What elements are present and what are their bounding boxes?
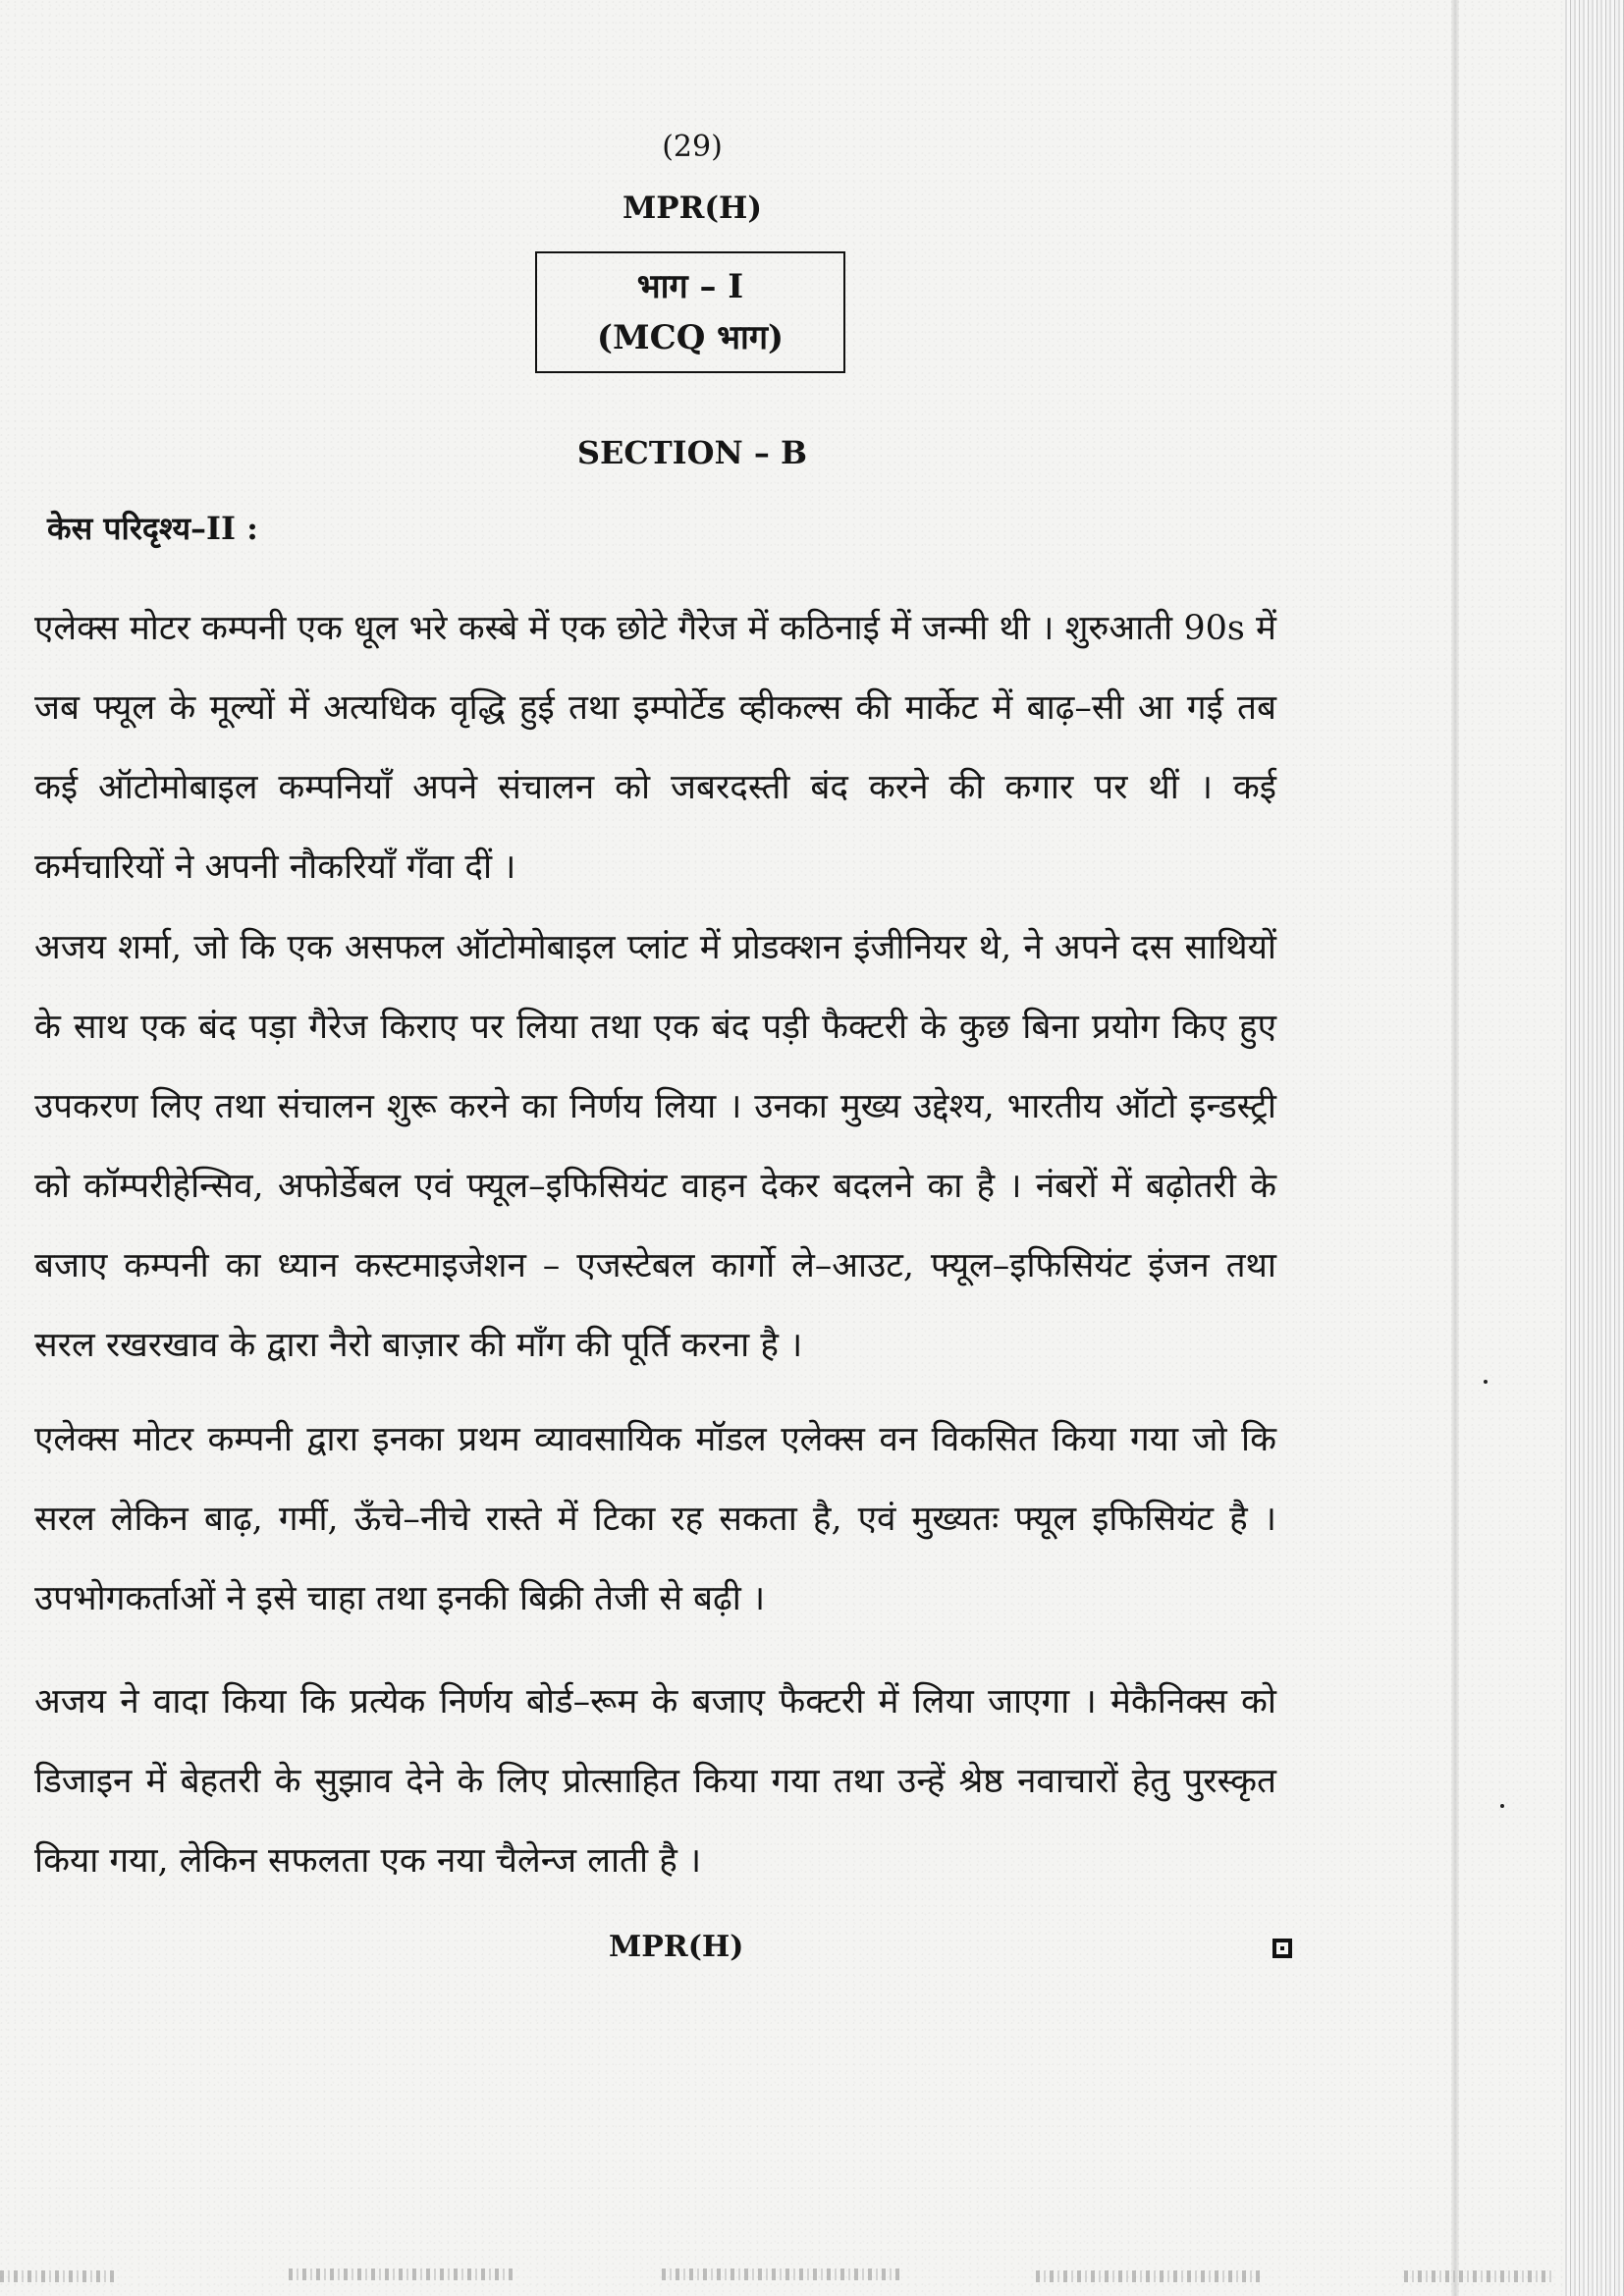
case-paragraph-1: एलेक्स मोटर कम्पनी एक धूल भरे कस्बे में एक छोटे गैरेज में कठिनाई में जन्मी थी । शुरुआती 90s में जब फ्यूल के मूल्यों में अत्यधिक वृद्धि हुई तथा इम्पोर्टेड व्हीकल्स की मार्केट में बाढ़–सी आ गई तब कई ऑटोमोबाइल कम्पनियाँ अपने संचालन को जबरदस्ती बंद करने की कगार पर थीं । कई कर्मचारियों ने अपनी नौकरियाँ गँवा दीं ।	[34, 609, 1276, 887]
paper-code: MPR(H)	[622, 191, 762, 226]
square-end-icon	[1272, 1939, 1292, 1958]
part-heading-box	[535, 251, 845, 373]
page-binding-shadow	[1451, 0, 1459, 2296]
case-paragraph-4: अजय ने वादा किया कि प्रत्येक निर्णय बोर्ड–रूम के बजाए फैक्टरी में लिया जाएगा । मेकैनिक्स को डिजाइन में बेहतरी के सुझाव देने के लिए प्रोत्साहित किया गया तथा उन्हें श्रेष्ठ नवाचारों हेतु पुरस्कृत किया गया, लेकिन सफलता एक नया चैलेन्ज लाती है ।	[34, 1682, 1276, 1881]
scanned-page-edges	[1565, 0, 1624, 2296]
part-label: भाग – I	[636, 267, 744, 306]
bottom-scan-mark	[1404, 2270, 1551, 2282]
case-paragraph-2: अजय शर्मा, जो कि एक असफल ऑटोमोबाइल प्लांट में प्रोडक्शन इंजीनियर थे, ने अपने दस साथियों के साथ एक बंद पड़ा गैरेज किराए पर लिया तथा एक बंद पड़ी फैक्टरी के कुछ बिना प्रयोग किए हुए उपकरण लिए तथा संचालन शुरू करने का निर्णय लिया । उनका मुख्य उद्देश्य, भारतीय ऑटो इन्डस्ट्री को कॉम्परीहेन्सिव, अफोर्डेबल एवं फ्यूल–इफिसियंट वाहन देकर बदलने का है । नंबरों में बढ़ोतरी के बजाए कम्पनी का ध्यान कस्टमाइजेशन – एजस्टेबल कार्गो ले–आउट, फ्यूल–इफिसियंट इंजन तथा सरल रखरखाव के द्वारा नैरो बाज़ार की माँग की पूर्ति करना है ।	[34, 928, 1276, 1365]
bottom-scan-mark	[662, 2269, 902, 2280]
part-subtitle: (MCQ भाग)	[596, 318, 785, 357]
section-heading: SECTION – B	[576, 434, 808, 471]
page-number: (29)	[662, 130, 723, 164]
scan-speck	[1500, 1804, 1504, 1808]
footer-paper-code: MPR(H)	[609, 1930, 744, 1964]
bottom-scan-mark	[0, 2270, 118, 2282]
case-paragraph-3: एलेक्स मोटर कम्पनी द्वारा इनका प्रथम व्यावसायिक मॉडल एलेक्स वन विकसित किया गया जो कि सरल लेकिन बाढ़, गर्मी, ऊँचे–नीचे रास्ते में टिका रह सकता है, एवं मुख्यतः फ्यूल इफिसियंट है । उपभोगकर्ताओं ने इसे चाहा तथा इनकी बिक्री तेजी से बढ़ी ।	[34, 1420, 1276, 1618]
scan-speck	[1484, 1380, 1488, 1384]
bottom-scan-mark	[289, 2269, 514, 2280]
bottom-scan-mark	[1036, 2270, 1262, 2282]
case-scenario-title: केस परिदृश्य–II :	[47, 510, 258, 547]
